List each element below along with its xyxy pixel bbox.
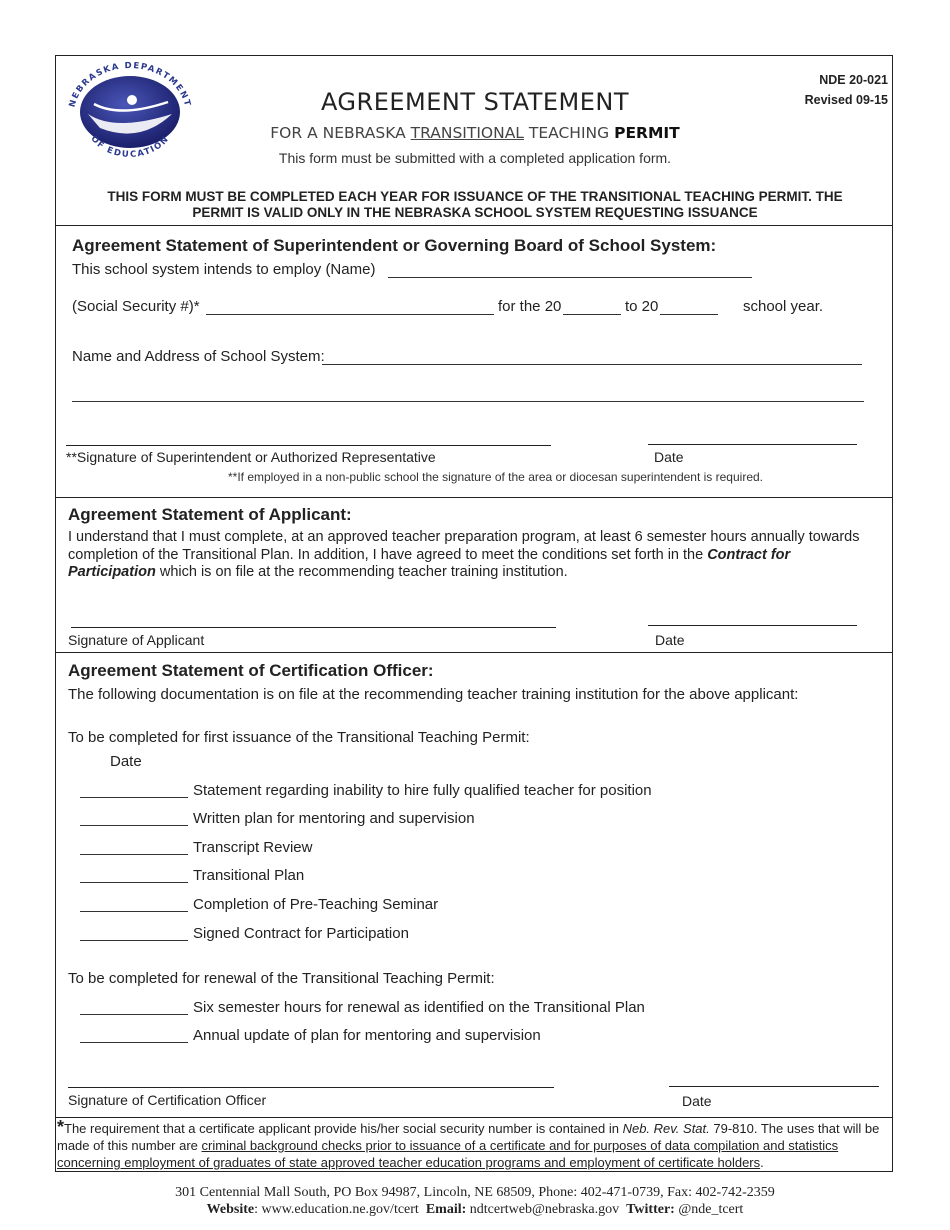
checklist-item-label: Transitional Plan	[193, 867, 305, 884]
officer-heading: Agreement Statement of Certification Officer:	[68, 661, 434, 680]
officer-date-line[interactable]	[669, 1086, 879, 1087]
page-title: AGREEMENT STATEMENT	[320, 88, 630, 116]
mailing-address: 301 Centennial Mall South, PO Box 94987, Lincoln, NE 68509, Phone: 402-471-0739, Fax: 402-742-2359	[175, 1185, 775, 1200]
officer-signature-label: Signature of Certification Officer	[68, 1092, 267, 1108]
year-end-field[interactable]	[660, 314, 718, 315]
date-column-label: Date	[110, 753, 142, 770]
superintendent-date-label: Date	[654, 449, 684, 465]
svg-text:OF EDUCATION: OF EDUCATION	[88, 134, 172, 161]
checklist-item-label: Transcript Review	[193, 839, 313, 856]
superintendent-date-line[interactable]	[648, 444, 857, 445]
page-subtitle: FOR A NEBRASKA TRANSITIONAL TEACHING PERMIT	[270, 124, 680, 142]
ssn-label: (Social Security #)*	[72, 298, 200, 315]
renewal-label: To be completed for renewal of the Transitional Teaching Permit:	[68, 970, 495, 987]
checklist-date-field[interactable]	[80, 1014, 188, 1015]
checklist-date-field[interactable]	[80, 854, 188, 855]
section-divider	[55, 497, 893, 498]
school-year-label: school year.	[743, 298, 824, 315]
superintendent-signature-line[interactable]	[66, 445, 551, 446]
employ-name-field[interactable]	[388, 277, 752, 278]
checklist-item-label: Six semester hours for renewal as identified on the Transitional Plan	[193, 999, 645, 1016]
officer-signature-line[interactable]	[68, 1087, 554, 1088]
officer-date-label: Date	[682, 1093, 712, 1109]
checklist-date-field[interactable]	[80, 797, 188, 798]
section-divider	[55, 225, 893, 226]
contact-links: Website: www.education.ne.gov/tcert Email: ndtcertweb@nebraska.gov Twitter: @nde_tcert	[206, 1202, 744, 1217]
applicant-heading: Agreement Statement of Applicant:	[68, 505, 352, 524]
website-link[interactable]: www.education.ne.gov/tcert	[261, 1202, 419, 1217]
issuance-notice: THIS FORM MUST BE COMPLETED EACH YEAR FOR ISSUANCE OF THE TRANSITIONAL TEACHING PERMIT. THE PERMIT IS VALID ONLY IN THE NEBRASKA SCHOOL SYSTEM REQUESTING ISSUANCE	[107, 189, 843, 220]
submit-note: This form must be submitted with a completed application form.	[278, 150, 672, 166]
revised-date: Revised 09-15	[804, 93, 888, 107]
employ-name-label: This school system intends to employ (Name)	[72, 261, 376, 278]
first-issuance-label: To be completed for first issuance of the Transitional Teaching Permit:	[68, 729, 530, 746]
checklist-item-label: Completion of Pre-Teaching Seminar	[193, 896, 439, 913]
email-link[interactable]: ndtcertweb@nebraska.gov	[469, 1202, 620, 1217]
section-divider	[55, 1117, 893, 1118]
school-address-line-2[interactable]	[72, 401, 864, 402]
superintendent-heading: Agreement Statement of Superintendent or Governing Board of School System:	[72, 236, 717, 255]
contact-info	[0, 1184, 950, 1218]
checklist-date-field[interactable]	[80, 940, 188, 941]
checklist-date-field[interactable]	[80, 911, 188, 912]
checklist-date-field[interactable]	[80, 882, 188, 883]
to-20-label: to 20	[625, 298, 659, 315]
applicant-statement: I understand that I must complete, at an approved teacher preparation program, at least 6 semester hours annually towards completion of the Transitional Plan. In addition, I have agreed to meet the conditions set forth in the Contract for Participation which is on file at the recommending teacher training institution.	[68, 529, 860, 580]
ssn-field[interactable]	[206, 314, 494, 315]
for-the-label: for the 20	[498, 298, 562, 315]
checklist-item-label: Written plan for mentoring and supervision	[193, 810, 475, 827]
school-name-address-field[interactable]	[322, 364, 862, 365]
applicant-date-line[interactable]	[648, 625, 857, 626]
applicant-signature-line[interactable]	[71, 627, 556, 628]
ssn-footnote: *The requirement that a certificate applicant provide his/her social security number is contained in Neb. Rev. Stat. 79-810. The uses that will be made of this number are criminal background checks prior to issuance of a certificate and for purposes of data compilation and statistics concerning employment of graduates of state approved teacher education programs and employment of certificate holders.	[57, 1117, 880, 1170]
nonpublic-note: **If employed in a non-public school the signature of the area or diocesan superintendent is required.	[228, 470, 764, 484]
twitter-link[interactable]: @nde_tcert	[678, 1202, 744, 1217]
checklist-date-field[interactable]	[80, 1042, 188, 1043]
checklist-date-field[interactable]	[80, 825, 188, 826]
checklist-item-label: Statement regarding inability to hire fully qualified teacher for position	[193, 782, 652, 799]
applicant-date-label: Date	[655, 632, 685, 648]
year-start-field[interactable]	[563, 314, 621, 315]
officer-intro: The following documentation is on file at the recommending teacher training institution for the above applicant:	[68, 686, 799, 703]
section-divider	[55, 652, 893, 653]
svg-text:NEBRASKA DEPARTMENT: NEBRASKA DEPARTMENT	[67, 62, 193, 109]
school-name-address-label: Name and Address of School System:	[72, 348, 325, 365]
applicant-signature-label: Signature of Applicant	[68, 632, 205, 648]
superintendent-signature-label: **Signature of Superintendent or Authorized Representative	[66, 449, 436, 465]
checklist-item-label: Annual update of plan for mentoring and supervision	[193, 1027, 541, 1044]
form-number: NDE 20-021	[819, 73, 888, 87]
checklist-item-label: Signed Contract for Participation	[193, 925, 409, 942]
